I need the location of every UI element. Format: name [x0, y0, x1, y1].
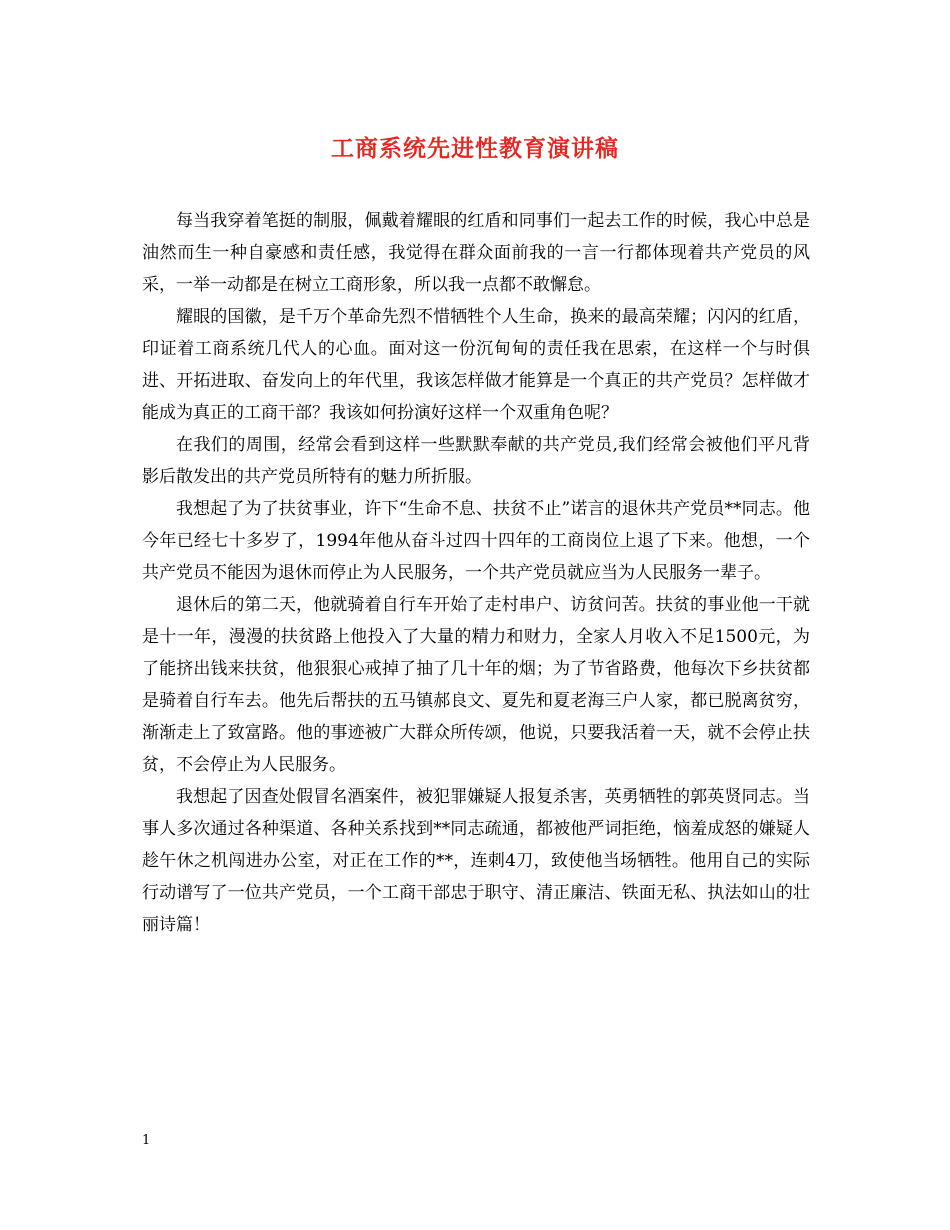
paragraph-1: 每当我穿着笔挺的制服，佩戴着耀眼的红盾和同事们一起去工作的时候，我心中总是油然而生一种自豪感和责任感，我觉得在群众面前我的一言一行都体现着共产党员的风采，一举一动都是在树立工商形象，所以我一点都不敢懈怠。: [142, 211, 810, 295]
paragraph-4: 我想起了为了扶贫事业，许下“生命不息、扶贫不止”诺言的退休共产党员**同志。他今年已经七十多岁了，1994年他从奋斗过四十四年的工商岗位上退了下来。他想，一个共产党员不能因为退休而停止为人民服务，一个共产党员就应当为人民服务一辈子。: [142, 499, 810, 583]
document-body: [142, 205, 810, 941]
paragraph-3: 在我们的周围，经常会看到这样一些默默奉献的共产党员,我们经常会被他们平凡背影后散发出的共产党员所特有的魅力所折服。: [142, 435, 810, 487]
document-title: 工商系统先进性教育演讲稿: [331, 135, 619, 162]
paragraph-2: 耀眼的国徽，是千万个革命先烈不惜牺牲个人生命，换来的最高荣耀；闪闪的红盾，印证着工商系统几代人的心血。面对这一份沉甸甸的责任我在思索，在这样一个与时俱进、开拓进取、奋发向上的年代里，我该怎样做才能算是一个真正的共产党员？怎样做才能成为真正的工商干部？我该如何扮演好这样一个双重角色呢？: [142, 307, 810, 423]
paragraph-5: 退休后的第二天，他就骑着自行车开始了走村串户、访贫问苦。扶贫的事业他一干就是十一年，漫漫的扶贫路上他投入了大量的精力和财力，全家人月收入不足1500元，为了能挤出钱来扶贫，他狠狠心戒掉了抽了几十年的烟；为了节省路费，他每次下乡扶贫都是骑着自行车去。他先后帮扶的五马镇郝良文、夏先和夏老海三户人家，都已脱离贫穷，渐渐走上了致富路。他的事迹被广大群众所传颂，他说，只要我活着一天，就不会停止扶贫，不会停止为人民服务。: [142, 595, 810, 775]
page-number: 1: [142, 1133, 151, 1148]
paragraph-6: 我想起了因查处假冒名酒案件，被犯罪嫌疑人报复杀害，英勇牺牲的郭英贤同志。当事人多次通过各种渠道、各种关系找到**同志疏通，都被他严词拒绝，恼羞成怒的嫌疑人趁午休之机闯进办公室，对正在工作的**，连刺4刀，致使他当场牺牲。他用自己的实际行动谱写了一位共产党员，一个工商干部忠于职守、清正廉洁、铁面无私、执法如山的壮丽诗篇！: [142, 787, 810, 935]
